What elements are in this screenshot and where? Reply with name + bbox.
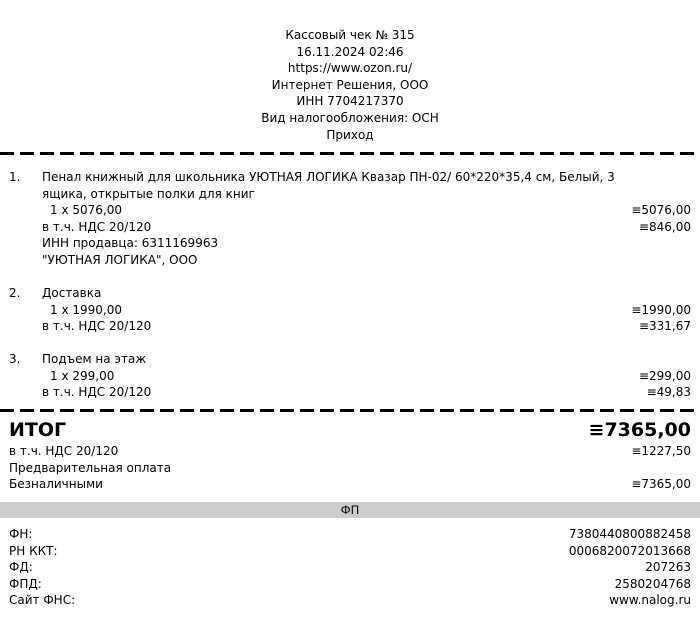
total-row (0, 418, 700, 442)
fiscal-section-bar: ФП (0, 502, 700, 518)
item-3-name: Подъем на этаж (42, 352, 147, 366)
item-3-amount: ≡299,00 (638, 368, 691, 383)
item-3-number: 3. (9, 352, 21, 366)
item-2-name: Доставка (42, 286, 102, 300)
cashless-label: Безналичными (9, 477, 103, 492)
fiscal-rn-kkt-label: РН ККТ: (9, 543, 58, 558)
fiscal-row-fn (0, 526, 700, 543)
item-1-seller-inn-row (0, 235, 700, 252)
total-vat-label: в т.ч. НДС 20/120 (9, 444, 119, 458)
fiscal-fpd-value: 2580204768 (614, 576, 691, 591)
total-amount: ≡7365,00 (588, 419, 691, 441)
item-1-amount: ≡5076,00 (631, 203, 691, 218)
item-1-seller-name: "УЮТНАЯ ЛОГИКА", ООО (42, 253, 198, 267)
cashless-amount: ≡7365,00 (631, 477, 691, 492)
receipt-website: https://www.ozon.ru/ (287, 61, 413, 76)
tax-system: Вид налогообложения: ОСН (261, 110, 439, 125)
prepayment-row (0, 460, 700, 477)
prepayment-label: Предварительная оплата (9, 460, 172, 475)
item-3-qty-row (0, 368, 700, 385)
item-3-vat-row (0, 384, 700, 401)
fiscal-row-fpd (0, 576, 700, 593)
total-vat-amount: ≡1227,50 (631, 444, 691, 458)
fiscal-fns-site-value: www.nalog.ru (609, 593, 691, 608)
company-inn: ИНН 7704217370 (296, 94, 404, 109)
item-1-vat-row (0, 219, 700, 236)
fiscal-fd-value: 207263 (645, 560, 691, 575)
total-vat-row (0, 443, 700, 460)
fiscal-fpd-label: ФПД: (9, 576, 42, 591)
item-2-vat-label: в т.ч. НДС 20/120 (42, 319, 152, 334)
company-name: Интернет Решения, ООО (271, 77, 429, 92)
item-1-name-row (0, 169, 700, 186)
fiscal-fn-value: 7380440800882458 (568, 527, 691, 541)
receipt-number: Кассовый чек № 315 (285, 28, 415, 42)
fiscal-row-fd (0, 559, 700, 576)
item-3-vat-label: в т.ч. НДС 20/120 (42, 385, 152, 400)
item-1-name-line2: ящика, открытые полки для книг (42, 186, 255, 201)
receipt-header (0, 27, 700, 143)
item-2-vat-amount: ≡331,67 (638, 319, 691, 334)
item-1-name-line1: Пенал книжный для школьника УЮТНАЯ ЛОГИКА Квазар ПН-02/ 60*220*35,4 см, Белый, 3 (42, 170, 615, 184)
item-2-qty-price: 1 x 1990,00 (50, 302, 122, 317)
item-2-number: 2. (9, 286, 21, 300)
item-1-qty-price: 1 x 5076,00 (50, 203, 122, 218)
item-3-name-row (0, 351, 700, 368)
cashless-row (0, 476, 700, 493)
item-3-vat-amount: ≡49,83 (646, 385, 691, 400)
item-3-qty-price: 1 x 299,00 (50, 368, 115, 383)
fiscal-row-rn-kkt (0, 543, 700, 560)
fiscal-row-fns-site (0, 592, 700, 609)
fiscal-rn-kkt-value: 0006820072013668 (568, 543, 691, 558)
fiscal-fns-site-label: Сайт ФНС: (9, 593, 76, 608)
item-2-name-row (0, 285, 700, 302)
item-2-vat-row (0, 318, 700, 335)
item-2-qty-row (0, 302, 700, 319)
item-1-qty-row (0, 202, 700, 219)
item-1-seller-name-row (0, 252, 700, 269)
item-1-vat-label: в т.ч. НДС 20/120 (42, 219, 152, 234)
operation-type: Приход (326, 127, 374, 142)
item-1-name-row-2 (0, 186, 700, 203)
item-2-amount: ≡1990,00 (631, 302, 691, 317)
receipt-datetime: 16.11.2024 02:46 (296, 44, 404, 59)
divider-top (0, 152, 700, 155)
total-label: ИТОГ (9, 419, 67, 441)
item-1-seller-inn: ИНН продавца: 6311169963 (42, 236, 219, 251)
fiscal-fn-label: ФН: (9, 527, 33, 541)
divider-bottom (0, 409, 700, 412)
item-1-vat-amount: ≡846,00 (638, 219, 691, 234)
fiscal-fd-label: ФД: (9, 560, 33, 575)
item-1-number: 1. (9, 170, 21, 184)
